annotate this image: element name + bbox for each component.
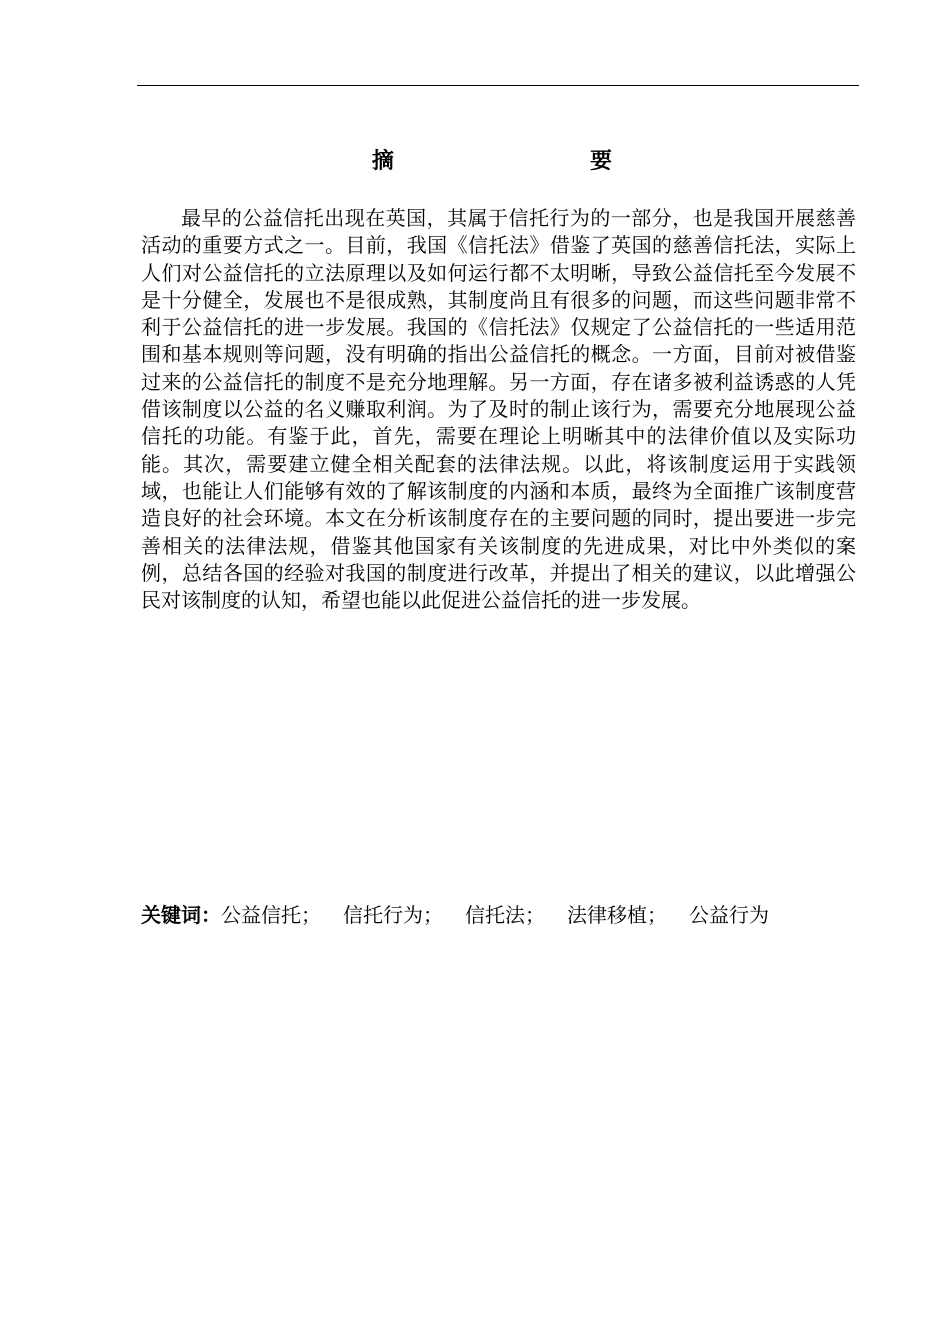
keywords-line [141, 902, 856, 929]
header-rule [137, 85, 859, 86]
keyword-item: 法律移植； [567, 903, 667, 927]
abstract-body: 最早的公益信托出现在英国，其属于信托行为的一部分，也是我国开展慈善活动的重要方式之一。目前，我国《信托法》借鉴了英国的慈善信托法，实际上人们对公益信托的立法原理以及如何运行都不太明晰，导致公益信托至今发展不是十分健全，发展也不是很成熟，其制度尚且有很多的问题，而这些问题非常不利于公益信托的进一步发展。我国的《信托法》仅规定了公益信托的一些适用范围和基本规则等问题，没有明确的指出公益信托的概念。一方面，目前对被借鉴过来的公益信托的制度不是充分地理解。另一方面，存在诸多被利益诱惑的人凭借该制度以公益的名义赚取利润。为了及时的制止该行为，需要充分地展现公益信托的功能。有鉴于此，首先，需要在理论上明晰其中的法律价值以及实际功能。其次，需要建立健全相关配套的法律法规。以此，将该制度运用于实践领域，也能让人们能够有效的了解该制度的内涵和本质，最终为全面推广该制度营造良好的社会环境。本文在分析该制度存在的主要问题的同时，提出要进一步完善相关的法律法规，借鉴其他国家有关该制度的先进成果，对比中外类似的案例，总结各国的经验对我国的制度进行改革，并提出了相关的建议，以此增强公民对该制度的认知，希望也能以此促进公益信托的进一步发展。 [141, 206, 856, 613]
keyword-item: 信托法； [465, 903, 545, 927]
keyword-item: 公益信托； [221, 903, 321, 927]
abstract-title: 摘 要 [371, 149, 614, 174]
keyword-item: 信托行为； [343, 903, 443, 927]
keyword-item: 公益行为 [689, 903, 769, 927]
keywords-label: 关键词： [141, 903, 221, 927]
